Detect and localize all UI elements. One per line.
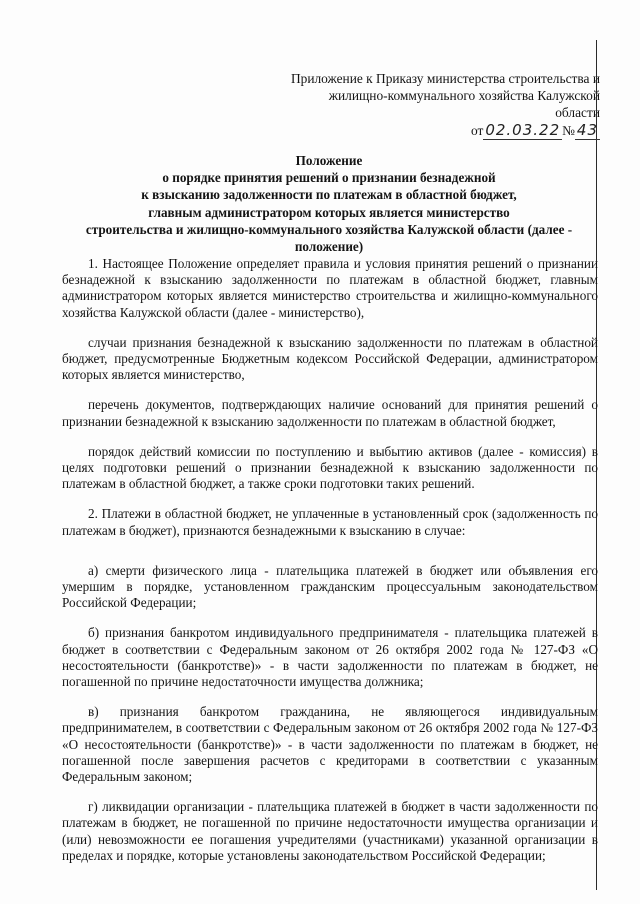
paragraph-b: б) признания банкротом индивидуального предпринимателя - плательщика платежей в бюджет в соответствии с Федеральным законом от 26 октября 2002 года № 127-ФЗ «О несостоятельности (банкротстве)» - в части задолженности по платежам в бюджет, не погашенной по причине недостаточности имущества должника; <box>62 625 598 690</box>
paragraph-3: перечень документов, подтверждающих наличие оснований для принятия решений о признании безнадежной к взысканию задолженности по платежам в областной бюджет, <box>62 397 598 429</box>
approval-block <box>270 70 600 139</box>
paragraph-5: 2. Платежи в областной бюджет, не уплаченные в установленный срок (задолженность по платежам в бюджет), признаются безнадежными к взысканию в случае: <box>62 506 598 538</box>
paragraph-4: порядок действий комиссии по поступлению и выбытию активов (далее - комиссия) в целях подготовки решений о признании безнадежной к взысканию задолженности по платежам в областной бюджет, а также сроки подготовки таких решений. <box>62 443 598 492</box>
handwritten-date: 02.03.22 <box>485 121 561 139</box>
title-line-6: положение) <box>294 239 364 255</box>
date-prefix: от <box>470 123 484 138</box>
paragraph-a: а) смерти физического лица - плательщика платежей в бюджет или объявления его умершим в порядке, установленном гражданским процессуальным законодательством Российской Федерации; <box>62 562 598 611</box>
paragraph-1: 1. Настоящее Положение определяет правила и условия принятия решений о признании безнадежной к взысканию задолженности по платежам в областной бюджет, главным администратором которых является министерство строительства и жилищно-коммунального хозяйства Калужской области (далее - министерство), <box>62 256 598 320</box>
title-line-1: Положение <box>295 153 363 168</box>
paragraph-v: в) признания банкротом гражданина, не являющегося индивидуальным предпринимателем, в соответствии с Федеральным законом от 26 октября 2002 года № 127-ФЗ «О несостоятельности (банкротстве)» - в части задолженности по платежам в бюджет, не погашенной после завершения расчетов с кредиторами в соответствии с указанным Федеральным законом; <box>62 704 598 785</box>
title-line-4: главным администратором которых является министерство <box>148 204 510 220</box>
approval-line-3: области <box>555 105 600 120</box>
paragraph-g: г) ликвидации организации - плательщика платежей в бюджет в части задолженности по платежам в бюджет, не погашенной по причине недостаточности имущества организации и (или) невозможности ее погашения учредителями (участниками) указанной организации в пределах и порядке, которые установлены законодательством Российской Федерации; <box>62 799 598 863</box>
document-title <box>62 152 596 255</box>
approval-line-1: Приложение к Приказу министерства строительства и <box>290 71 600 86</box>
handwritten-number: 43 <box>576 121 598 139</box>
title-line-3: к взысканию задолженности по платежам в областной бюджет, <box>141 187 517 203</box>
title-line-5: строительства и жилищно-коммунального хозяйства Калужской области (далее - <box>85 221 573 237</box>
title-line-2: о порядке принятия решений о признании безнадежной <box>162 170 496 186</box>
approval-line-2: жилищно-коммунального хозяйства Калужской <box>328 88 600 103</box>
approval-date-row <box>270 122 600 139</box>
number-prefix: № <box>562 123 575 138</box>
document-body <box>62 256 598 864</box>
paragraph-2: случаи признания безнадежной к взысканию задолженности по платежам в областной бюджет, предусмотренные Бюджетным кодексом Российской Федерации, администратором которых является министерство, <box>62 334 598 383</box>
